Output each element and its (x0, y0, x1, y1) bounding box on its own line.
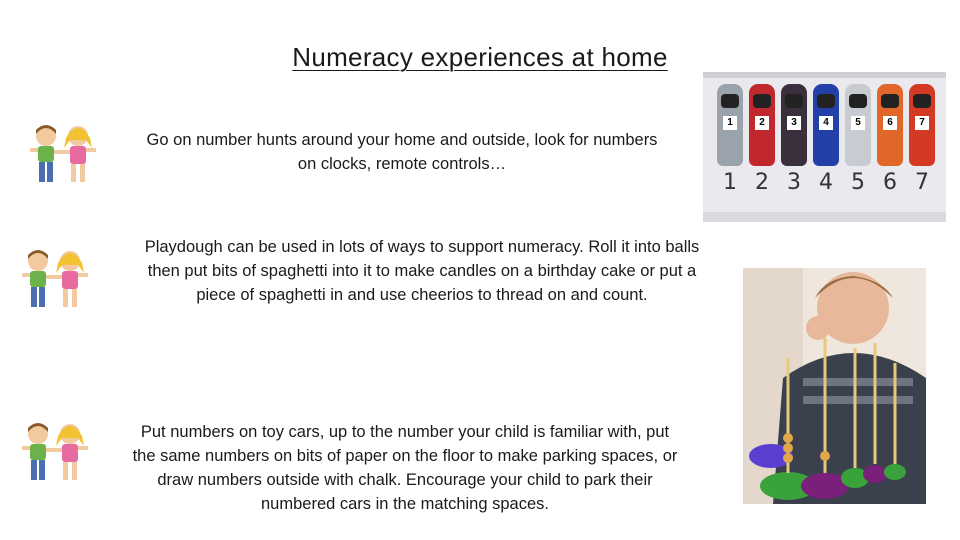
page-title-text: Numeracy experiences at home (292, 42, 668, 72)
children-clipart-icon (16, 247, 96, 315)
children-clipart-icon (16, 420, 96, 488)
parking-space-number: 7 (915, 170, 929, 195)
parking-space-number: 4 (819, 170, 833, 195)
page-title (0, 42, 960, 73)
car-number-tag: 5 (851, 116, 865, 130)
paragraph-line: then put bits of spaghetti into it to make candles on a birthday cake or put a (147, 262, 697, 280)
paragraph-line: numbered cars in the matching spaces. (261, 495, 549, 513)
car-window (753, 94, 771, 108)
toy-car (813, 84, 839, 166)
toy-car (717, 84, 743, 166)
car-number-tag: 1 (723, 116, 737, 130)
toy-car (845, 84, 871, 166)
parking-space-number: 6 (883, 170, 897, 195)
child-playdough-photo (743, 268, 926, 504)
car-window (817, 94, 835, 108)
car-number-tag: 4 (819, 116, 833, 130)
paragraph-number-hunts (112, 128, 692, 176)
paragraph-line: Put numbers on toy cars, up to the number your child is familiar with, put (140, 423, 670, 441)
parking-space-number: 2 (755, 170, 769, 195)
paragraph-line: piece of spaghetti in and use cheerios to thread on and count. (196, 286, 648, 304)
toy-car (909, 84, 935, 166)
paragraph-line: draw numbers outside with chalk. Encourage your child to park their (157, 471, 653, 489)
parking-space-number: 5 (851, 170, 865, 195)
car-window (785, 94, 803, 108)
parking-space-number: 1 (723, 170, 737, 195)
car-window (881, 94, 899, 108)
car-number-tag: 7 (915, 116, 929, 130)
toy-car (877, 84, 903, 166)
car-window (913, 94, 931, 108)
car-number-tag: 3 (787, 116, 801, 130)
paragraph-line: the same numbers on bits of paper on the floor to make parking spaces, or (132, 447, 678, 465)
parking-space-number: 3 (787, 170, 801, 195)
car-number-tag: 6 (883, 116, 897, 130)
toy-cars-parking-photo (703, 72, 946, 222)
car-number-tag: 2 (755, 116, 769, 130)
paragraph-line: on clocks, remote controls… (297, 155, 507, 173)
paragraph-toy-cars (100, 420, 710, 516)
paragraph-playdough (112, 235, 732, 307)
paragraph-line: Go on number hunts around your home and outside, look for numbers (146, 131, 658, 149)
paragraph-line: Playdough can be used in lots of ways to support numeracy. Roll it into balls (144, 238, 700, 256)
car-window (849, 94, 867, 108)
toy-car (749, 84, 775, 166)
car-window (721, 94, 739, 108)
toy-car (781, 84, 807, 166)
children-clipart-icon (24, 122, 104, 190)
